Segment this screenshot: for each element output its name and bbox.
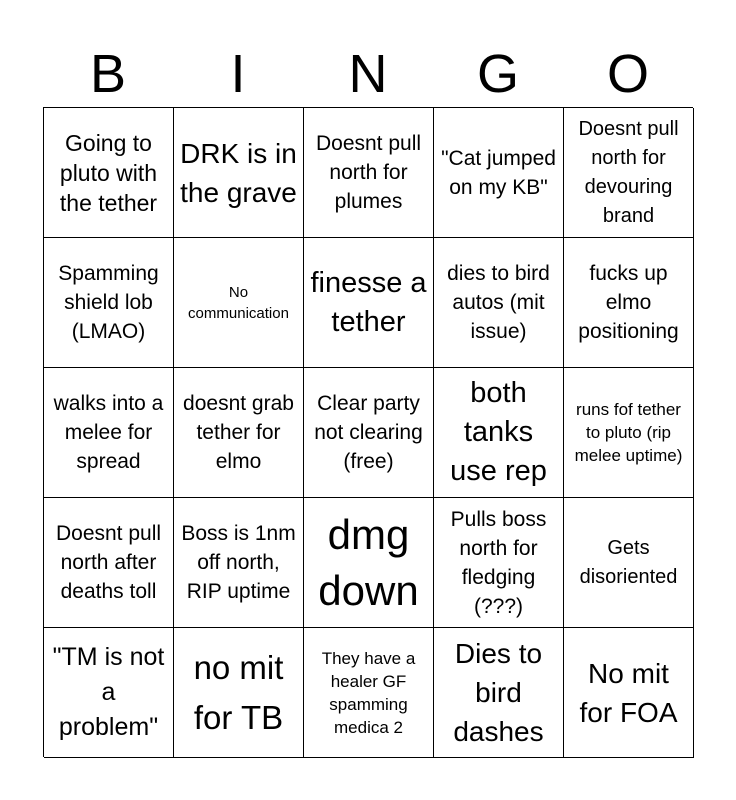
header-letter-b: B — [89, 44, 127, 104]
bingo-cell-r2c4[interactable] — [434, 238, 564, 368]
cell-text: Dies to bird dashes — [453, 638, 544, 747]
bingo-cell-r5c5[interactable] — [564, 628, 694, 758]
cell-text: Pulls boss north for fledging (???) — [450, 507, 547, 618]
bingo-cell-r1c4[interactable] — [434, 108, 564, 238]
bingo-cell-r4c5[interactable] — [564, 498, 694, 628]
bingo-cell-r4c2[interactable] — [174, 498, 304, 628]
bingo-cell-r2c5[interactable] — [564, 238, 694, 368]
cell-text: fucks up elmo positioning — [578, 262, 679, 343]
cell-text: Clear party not clearing (free) — [314, 392, 423, 473]
bingo-cell-r3c1[interactable] — [44, 368, 174, 498]
bingo-cell-r3c4[interactable] — [434, 368, 564, 498]
header-letter-o: O — [606, 44, 649, 104]
cell-text: Going to pluto with the tether — [59, 129, 158, 216]
bingo-cell-r1c1[interactable] — [44, 108, 174, 238]
header-letter-g: G — [476, 44, 519, 104]
cell-text: Boss is 1nm off north, RIP uptime — [181, 522, 296, 603]
cell-text: Doesnt pull north for plumes — [315, 132, 422, 213]
cell-text: DRK is in the grave — [180, 137, 297, 208]
cell-text: no mit for TB — [193, 648, 284, 736]
bingo-cell-r1c5[interactable] — [564, 108, 694, 238]
bingo-cell-r5c2[interactable] — [174, 628, 304, 758]
bingo-cell-r2c1[interactable] — [44, 238, 174, 368]
header-letter-i: I — [230, 44, 246, 104]
cell-text: Doesnt pull north after deaths toll — [55, 522, 162, 603]
cell-text: Gets disoriented — [579, 536, 678, 588]
cell-text: doesnt grab tether for elmo — [183, 392, 294, 473]
bingo-cell-r5c3[interactable] — [304, 628, 434, 758]
bingo-cell-r5c1[interactable] — [44, 628, 174, 758]
bingo-cell-r4c4[interactable] — [434, 498, 564, 628]
cell-text: dies to bird autos (mit issue) — [447, 262, 550, 343]
bingo-cell-r4c3[interactable] — [304, 498, 434, 628]
bingo-card — [43, 107, 693, 757]
bingo-cell-r3c2[interactable] — [174, 368, 304, 498]
cell-text: "Cat jumped on my KB" — [441, 146, 556, 199]
cell-text: dmg down — [318, 510, 419, 614]
bingo-cell-r2c3[interactable] — [304, 238, 434, 368]
cell-text: "TM is not a problem" — [52, 643, 165, 741]
bingo-cell-r2c2[interactable] — [174, 238, 304, 368]
bingo-cell-r1c2[interactable] — [174, 108, 304, 238]
header-letter-n: N — [348, 44, 388, 104]
cell-text: No mit for FOA — [579, 657, 678, 728]
cell-text: Spamming shield lob (LMAO) — [58, 262, 159, 343]
cell-text: They have a healer GF spamming medica 2 — [321, 648, 416, 737]
bingo-cell-r5c4[interactable] — [434, 628, 564, 758]
bingo-cell-r4c1[interactable] — [44, 498, 174, 628]
bingo-cell-r3c3[interactable] — [304, 368, 434, 498]
cell-text: walks into a melee for spread — [53, 392, 164, 473]
cell-text: Doesnt pull north for devouring brand — [578, 117, 679, 227]
bingo-cell-r3c5[interactable] — [564, 368, 694, 498]
cell-text: runs fof tether to pluto (rip melee uptime) — [574, 400, 683, 465]
cell-text: finesse a tether — [310, 266, 427, 338]
cell-text: No communication — [188, 283, 289, 322]
bingo-cell-r1c3[interactable] — [304, 108, 434, 238]
bingo-header — [43, 42, 693, 106]
cell-text: both tanks use rep — [450, 377, 547, 487]
